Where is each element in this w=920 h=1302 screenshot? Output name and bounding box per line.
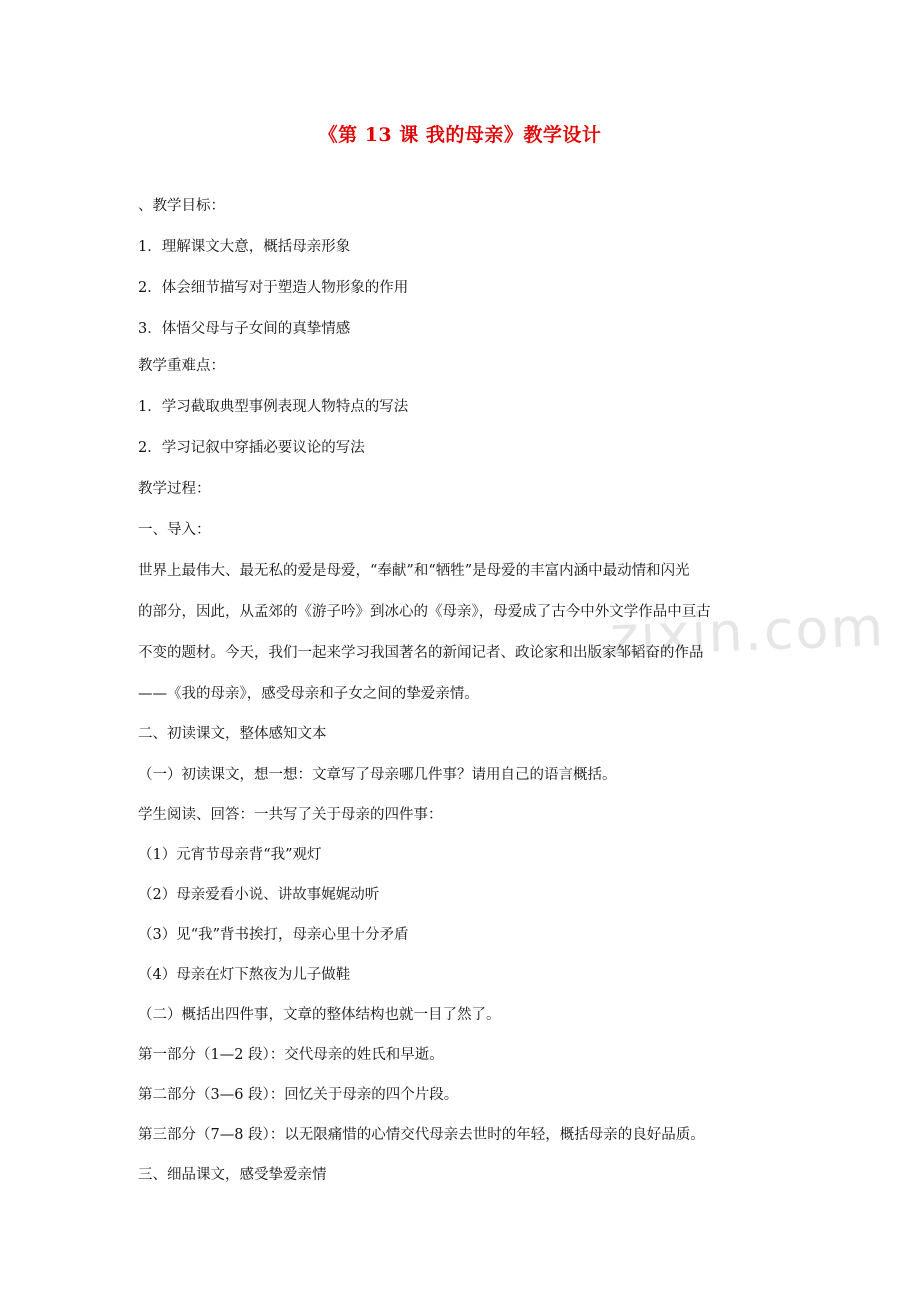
step-heading-close-reading: 三、细品课文，感受挚爱亲情: [138, 1167, 327, 1183]
section-heading-key-points: 教学重难点：: [138, 358, 225, 374]
structure-part: 第三部分（7—8 段）：以无限痛惜的心情交代母亲去世时的年轻，概括母亲的良好品质。: [138, 1127, 705, 1143]
structure-part: 第一部分（1—2 段）：交代母亲的姓氏和早逝。: [138, 1047, 444, 1063]
sub-step-heading: （二）概括出四件事，文章的整体结构也就一目了然了。: [138, 1007, 501, 1023]
paragraph-line: ——《我的母亲》，感受母亲和子女之间的挚爱亲情。: [138, 686, 479, 702]
paragraph-line: 不变的题材。今天，我们一起来学习我国著名的新闻记者、政论家和出版家邹韬奋的作品: [138, 645, 704, 661]
paragraph-line: 世界上最伟大、最无私的爱是母爱，“奉献”和“牺牲”是母爱的丰富内涵中最动情和闪光: [138, 563, 690, 579]
event-item: （3）见“我”背书挨打，母亲心里十分矛盾: [138, 927, 409, 943]
intro-paragraph: [138, 551, 786, 715]
event-item: （1）元宵节母亲背“我”观灯: [138, 847, 322, 863]
step-heading-first-reading: 二、初读课文，整体感知文本: [138, 726, 327, 742]
objective-item: 2．体会细节描写对于塑造人物形象的作用: [138, 280, 409, 296]
structure-part: 第二部分（3—6 段）：回忆关于母亲的四个片段。: [138, 1087, 459, 1103]
event-item: （4）母亲在灯下熬夜为儿子做鞋: [138, 967, 351, 983]
watermark: zixin.com: [608, 595, 887, 668]
paragraph-line: 的部分，因此，从孟郊的《游子吟》到冰心的《母亲》，母爱成了古今中外文学作品中亘古: [138, 604, 711, 620]
key-point-item: 2．学习记叙中穿插必要议论的写法: [138, 440, 365, 456]
objective-item: 3．体悟父母与子女间的真挚情感: [138, 321, 351, 337]
sub-step-heading: （一）初读课文，想一想：文章写了母亲哪几件事？请用自己的语言概括。: [138, 767, 617, 783]
key-point-item: 1．学习截取典型事例表现人物特点的写法: [138, 399, 409, 415]
objective-item: 1．理解课文大意，概括母亲形象: [138, 239, 351, 255]
section-heading-objectives: 、教学目标：: [138, 198, 225, 214]
section-heading-process: 教学过程：: [138, 481, 211, 497]
event-item: （2）母亲爱看小说、讲故事娓娓动听: [138, 887, 380, 903]
step-heading-intro: 一、导入：: [138, 522, 211, 538]
student-answer-intro: 学生阅读、回答：一共写了关于母亲的四件事：: [138, 807, 443, 823]
document-title: 《第 13 课 我的母亲》教学设计: [318, 124, 602, 146]
